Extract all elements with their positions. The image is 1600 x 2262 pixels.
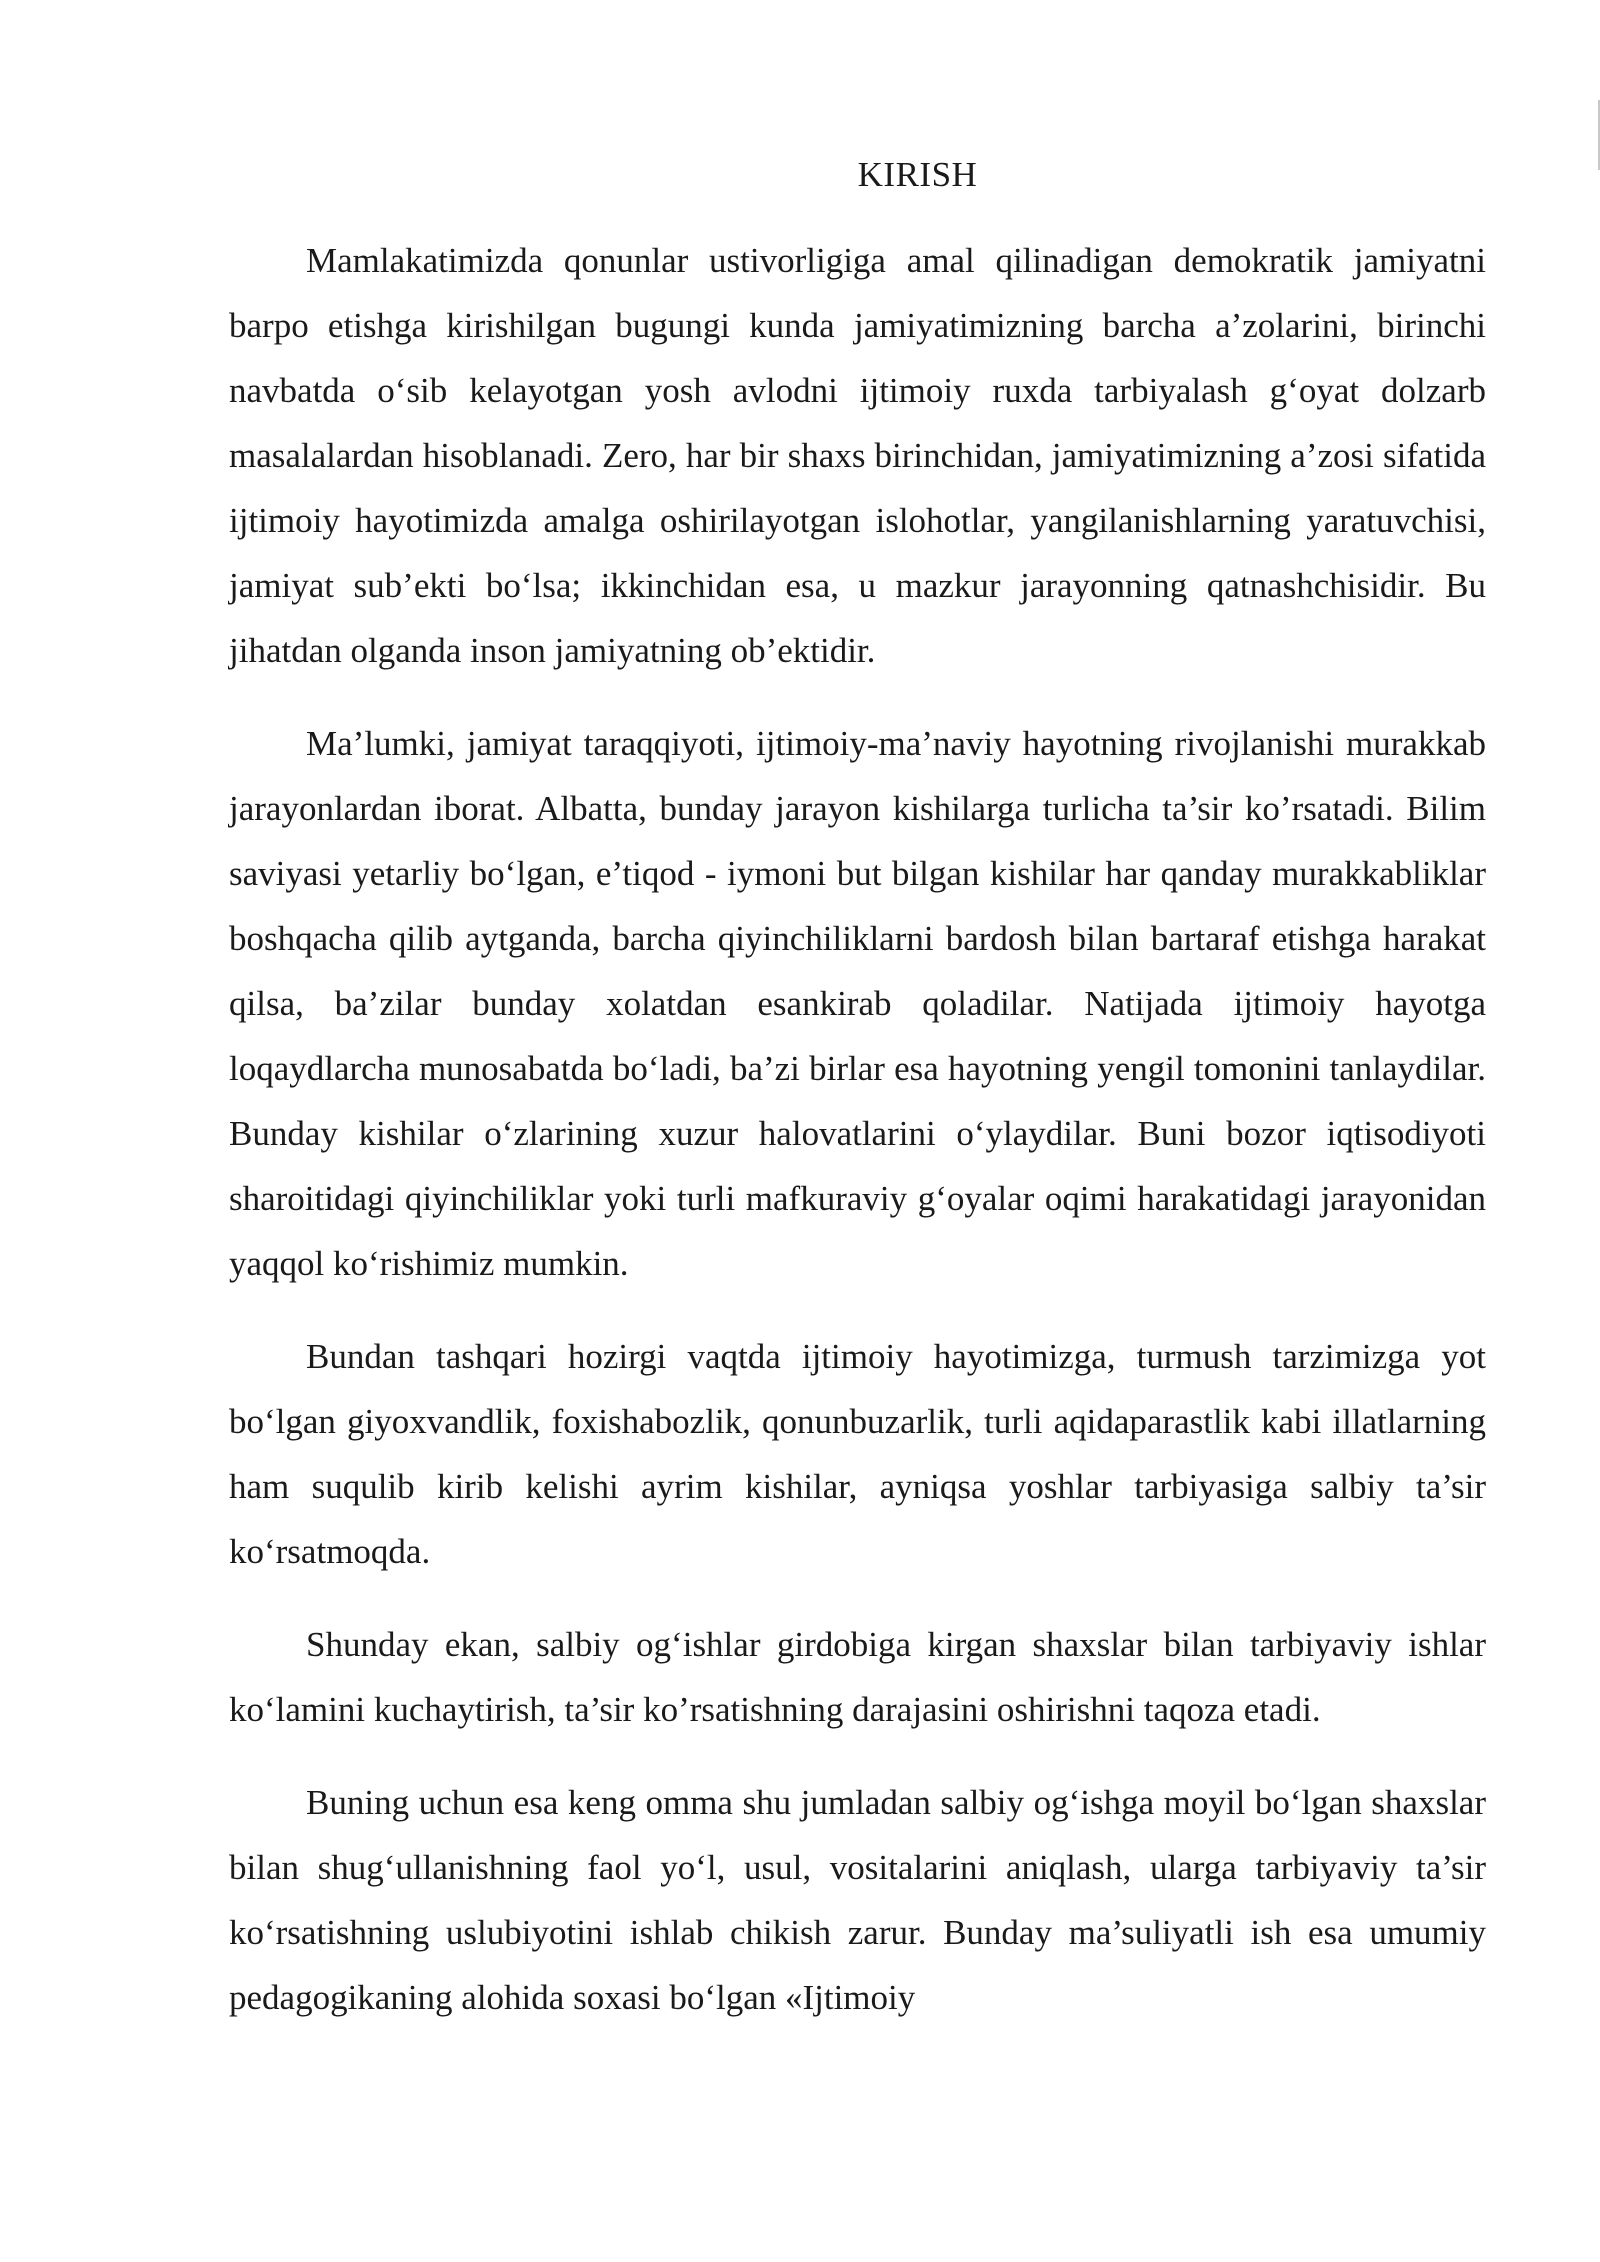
paragraph-4: Shunday ekan, salbiy og‘ishlar girdobiga kirgan shaxslar bilan tarbiyaviy ishlar ko‘lamini kuchaytirish, ta’sir ko’rsatishning darajasini oshirishni taqoza etadi.: [229, 1625, 1486, 1729]
document-body: [229, 150, 1486, 2058]
paragraph-3: Bundan tashqari hozirgi vaqtda ijtimoiy hayotimizga, turmush tarzimizga yot bo‘lgan giyoxvandlik, foxishabozlik, qonunbuzarlik, turli aqidaparastlik kabi illatlarning ham suqulib kirib kelishi ayrim kishilar, ayniqsa yoshlar tarbiyasiga salbiy ta’sir ko‘rsatmoqda.: [229, 1337, 1486, 1571]
document-title: KIRISH: [857, 155, 978, 194]
paragraph-2: Ma’lumki, jamiyat taraqqiyoti, ijtimoiy-ma’naviy hayotning rivojlanishi murakkab jarayonlardan iborat. Albatta, bunday jarayon kishilarga turlicha ta’sir ko’rsatadi. Bilim saviyasi yetarliy bo‘lgan, e’tiqod - iymoni but bilgan kishilar har qanday murakkabliklar boshqacha qilib aytganda, barcha qiyinchiliklarni bardosh bilan bartaraf etishga harakat qilsa, ba’zilar bunday xolatdan esankirab qoladilar. Natijada ijtimoiy hayotga loqaydlarcha munosabatda bo‘ladi, ba’zi birlar esa hayotning yengil tomonini tanlaydilar. Bunday kishilar o‘zlarining xuzur halovatlarini o‘ylaydilar. Buni bozor iqtisodiyoti sharoitidagi qiyinchiliklar yoki turli mafkuraviy g‘oyalar oqimi harakatidagi jarayonidan yaqqol ko‘rishimiz mumkin.: [229, 724, 1486, 1283]
paragraph-1: Mamlakatimizda qonunlar ustivorligiga amal qilinadigan demokratik jamiyatni barpo etishga kirishilgan bugungi kunda jamiyatimizning barcha a’zolarini, birinchi navbatda o‘sib kelayotgan yosh avlodni ijtimoiy ruxda tarbiyalash g‘oyat dolzarb masalalardan hisoblanadi. Zero, har bir shaxs birinchidan, jamiyatimizning a’zosi sifatida ijtimoiy hayotimizda amalga oshirilayotgan islohotlar, yangilanishlarning yaratuvchisi, jamiyat sub’ekti bo‘lsa; ikkinchidan esa, u mazkur jarayonning qatnashchisidir. Bu jihatdan olganda inson jamiyatning ob’ektidir.: [229, 241, 1486, 670]
paragraph-5: Buning uchun esa keng omma shu jumladan salbiy og‘ishga moyil bo‘lgan shaxslar bilan shug‘ullanishning faol yo‘l, usul, vositalarini aniqlash, ularga tarbiyaviy ta’sir ko‘rsatishning uslubiyotini ishlab chikish zarur. Bunday ma’suliyatli ish esa umumiy pedagogikaning alohida soxasi bo‘lgan «Ijtimoiy: [229, 1783, 1486, 2017]
